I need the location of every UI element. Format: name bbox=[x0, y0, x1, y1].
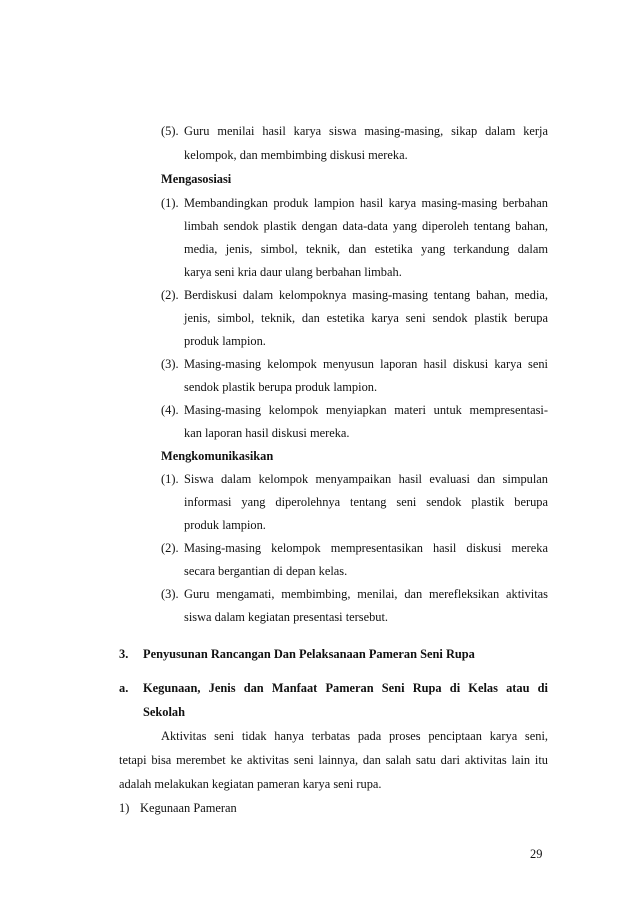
subsection-letter: a. bbox=[119, 681, 129, 695]
paragraph-line: tetapi bisa merembet ke aktivitas seni lainnya, dan salah satu dari aktivitas lain itu bbox=[119, 753, 548, 767]
list-item-text: Siswa dalam kelompok menyampaikan hasil evaluasi dan simpulan bbox=[184, 472, 548, 486]
section-number: 3. bbox=[119, 647, 129, 661]
list-item-text: kan laporan hasil diskusi mereka. bbox=[184, 426, 350, 440]
list-number: (2). bbox=[161, 288, 179, 302]
list-item-text: Masing-masing kelompok menyiapkan materi untuk mempresentasi- bbox=[184, 403, 548, 417]
list-number: (5). bbox=[161, 124, 179, 138]
list-item-text: jenis, simbol, teknik, dan estetika karya seni sendok plastik berupa bbox=[184, 311, 548, 325]
paragraph-line: adalah melakukan kegiatan pameran karya seni rupa. bbox=[119, 777, 382, 791]
list-item-text: Masing-masing kelompok mempresentasikan hasil diskusi mereka bbox=[184, 541, 548, 555]
list-number: 1) bbox=[119, 801, 130, 815]
list-item-text: karya seni kria daur ulang berbahan limbah. bbox=[184, 265, 402, 279]
paragraph-line: Aktivitas seni tidak hanya terbatas pada proses penciptaan karya seni, bbox=[161, 729, 548, 743]
subsection-heading: Sekolah bbox=[143, 705, 186, 719]
list-item-text: produk lampion. bbox=[184, 518, 266, 532]
page-number: 29 bbox=[530, 847, 543, 861]
list-number: (4). bbox=[161, 403, 179, 417]
list-number: (3). bbox=[161, 357, 179, 371]
list-item-text: Kegunaan Pameran bbox=[140, 801, 237, 815]
list-number: (1). bbox=[161, 472, 179, 486]
section-heading: Penyusunan Rancangan Dan Pelaksanaan Pameran Seni Rupa bbox=[143, 647, 475, 661]
list-number: (3). bbox=[161, 587, 179, 601]
subsection-heading: Kegunaan, Jenis dan Manfaat Pameran Seni Rupa di Kelas atau di bbox=[143, 681, 548, 695]
list-item-text: limbah sendok plastik dengan data-data yang diperoleh tentang bahan, bbox=[184, 219, 548, 233]
list-item-text: secara bergantian di depan kelas. bbox=[184, 564, 348, 578]
list-number: (1). bbox=[161, 196, 179, 210]
list-item-text: Berdiskusi dalam kelompoknya masing-masing tentang bahan, media, bbox=[184, 288, 548, 302]
list-item-text: sendok plastik berupa produk lampion. bbox=[184, 380, 378, 394]
list-item-text: Guru menilai hasil karya siswa masing-masing, sikap dalam kerja bbox=[184, 124, 548, 138]
list-item-text: siswa dalam kegiatan presentasi tersebut. bbox=[184, 610, 389, 624]
list-item-text: media, jenis, simbol, teknik, dan estetika yang terkandung dalam bbox=[184, 242, 548, 256]
list-item-text: produk lampion. bbox=[184, 334, 266, 348]
subheading-mengasosiasi: Mengasosiasi bbox=[161, 172, 232, 186]
list-item-text: informasi yang diperolehnya tentang seni sendok plastik berupa bbox=[184, 495, 548, 509]
list-item-text: kelompok, dan membimbing diskusi mereka. bbox=[184, 148, 408, 162]
subheading-mengkomunikasikan: Mengkomunikasikan bbox=[161, 449, 274, 463]
list-item-text: Guru mengamati, membimbing, menilai, dan merefleksikan aktivitas bbox=[184, 587, 548, 601]
list-item-text: Masing-masing kelompok menyusun laporan hasil diskusi karya seni bbox=[184, 357, 548, 371]
list-number: (2). bbox=[161, 541, 179, 555]
list-item-text: Membandingkan produk lampion hasil karya masing-masing berbahan bbox=[184, 196, 548, 210]
